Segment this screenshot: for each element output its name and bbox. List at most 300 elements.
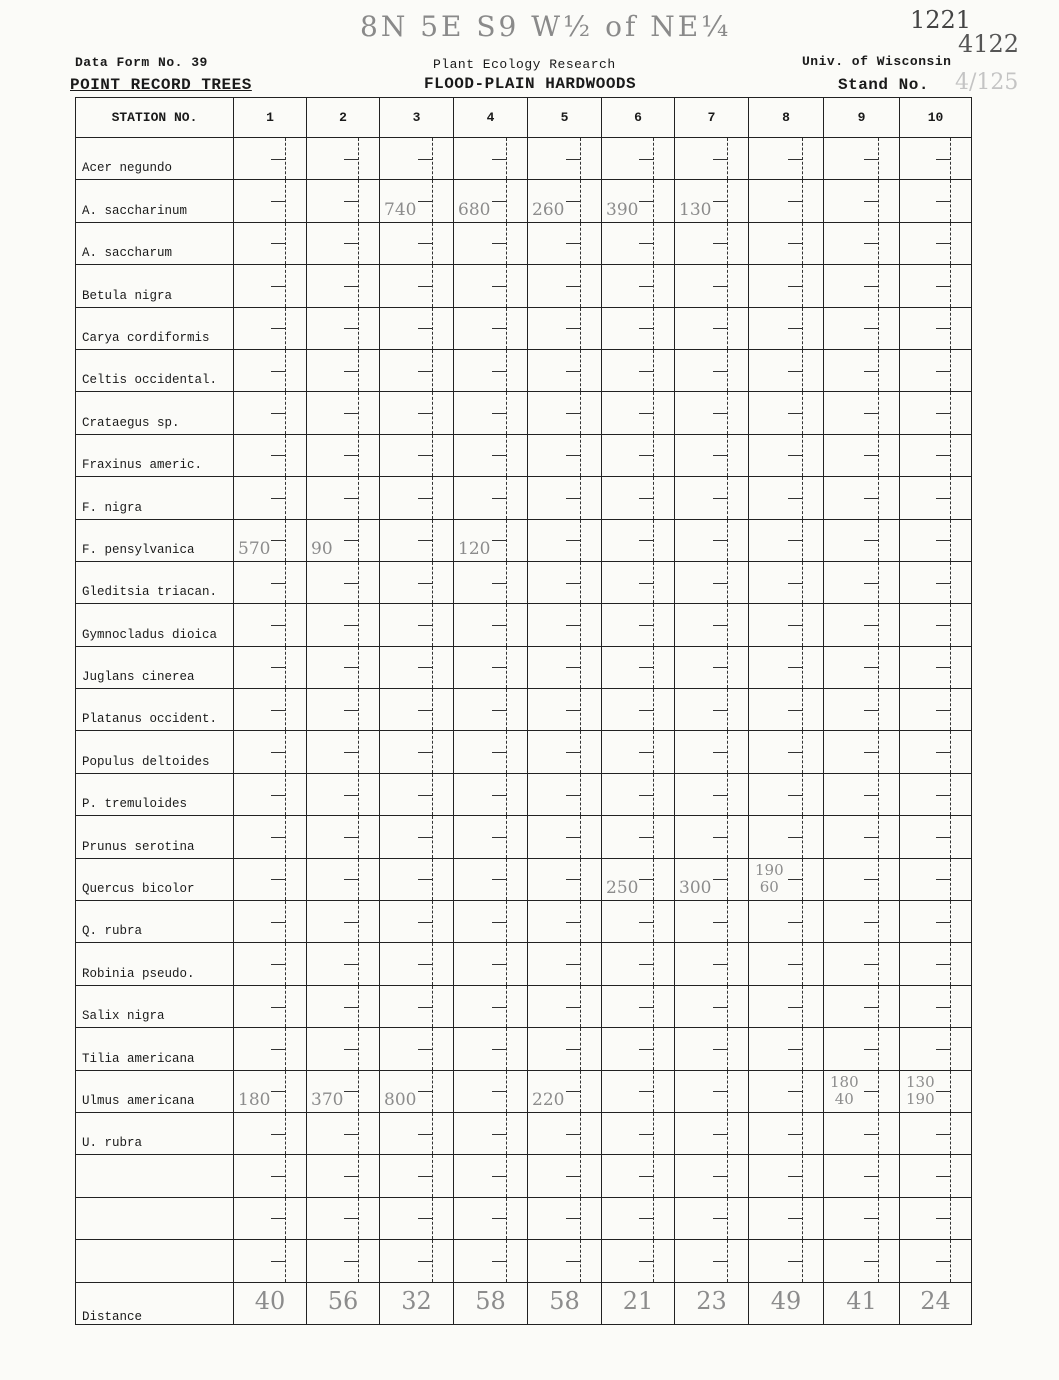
station-cell[interactable] [454,434,528,476]
station-cell[interactable] [675,392,749,434]
station-cell[interactable] [234,985,307,1027]
station-cell[interactable] [824,138,900,180]
station-cell[interactable] [749,138,824,180]
station-cell[interactable] [749,434,824,476]
station-cell[interactable] [824,349,900,391]
station-cell[interactable] [602,604,675,646]
distance-cell[interactable] [380,1282,454,1324]
station-cell[interactable] [749,773,824,815]
station-cell[interactable] [749,901,824,943]
station-cell[interactable] [528,816,602,858]
station-cell[interactable] [602,561,675,603]
station-cell[interactable] [824,180,900,222]
station-cell[interactable] [454,646,528,688]
station-cell[interactable] [307,519,380,561]
distance-cell[interactable] [749,1282,824,1324]
station-cell[interactable] [602,349,675,391]
station-cell[interactable] [234,816,307,858]
station-cell[interactable] [675,1240,749,1282]
station-cell[interactable] [307,1112,380,1154]
station-cell[interactable] [675,731,749,773]
station-cell[interactable] [454,943,528,985]
station-cell[interactable] [380,858,454,900]
station-cell[interactable] [675,943,749,985]
station-cell[interactable] [749,646,824,688]
station-cell[interactable] [528,1028,602,1070]
station-cell[interactable] [749,1197,824,1239]
station-cell[interactable] [900,1070,972,1112]
station-cell[interactable] [454,773,528,815]
station-cell[interactable] [307,858,380,900]
station-cell[interactable] [234,1112,307,1154]
cell-divider [432,223,433,264]
station-cell[interactable] [380,1240,454,1282]
station-cell[interactable] [749,731,824,773]
station-cell[interactable] [528,265,602,307]
station-cell[interactable] [454,519,528,561]
station-cell[interactable] [749,1070,824,1112]
station-cell[interactable] [380,1197,454,1239]
station-cell[interactable] [454,901,528,943]
station-cell[interactable] [528,222,602,264]
species-name: Gymnocladus dioica [76,604,234,646]
station-cell[interactable] [675,1112,749,1154]
station-cell[interactable] [602,434,675,476]
station-cell[interactable] [602,1112,675,1154]
station-cell[interactable] [675,561,749,603]
station-cell[interactable] [602,519,675,561]
station-cell[interactable] [824,731,900,773]
station-cell[interactable] [234,773,307,815]
station-cell[interactable] [234,519,307,561]
station-cell[interactable] [900,604,972,646]
station-cell[interactable] [675,1070,749,1112]
station-cell[interactable] [749,858,824,900]
station-cell[interactable] [675,689,749,731]
station-cell[interactable] [900,1028,972,1070]
station-cell[interactable] [900,138,972,180]
station-cell[interactable] [307,773,380,815]
station-cell[interactable] [602,392,675,434]
station-cell[interactable] [380,1070,454,1112]
station-cell[interactable] [749,1028,824,1070]
station-cell[interactable] [380,731,454,773]
station-cell[interactable] [602,901,675,943]
station-cell[interactable] [749,943,824,985]
station-cell[interactable] [528,307,602,349]
station-cell[interactable] [824,816,900,858]
station-cell[interactable] [307,689,380,731]
cell-dash [566,922,580,923]
station-cell[interactable] [454,307,528,349]
station-cell[interactable] [824,1240,900,1282]
station-cell[interactable] [307,561,380,603]
station-cell[interactable] [380,222,454,264]
station-cell[interactable] [380,773,454,815]
station-cell[interactable] [454,265,528,307]
station-cell[interactable] [307,138,380,180]
station-cell[interactable] [528,985,602,1027]
station-cell[interactable] [380,943,454,985]
station-cell[interactable] [454,180,528,222]
station-cell[interactable] [749,349,824,391]
station-cell[interactable] [528,604,602,646]
station-cell[interactable] [234,1155,307,1197]
station-cell[interactable] [675,1155,749,1197]
station-cell[interactable] [307,816,380,858]
station-cell[interactable] [380,180,454,222]
station-cell[interactable] [602,773,675,815]
station-cell[interactable] [528,561,602,603]
station-cell[interactable] [528,434,602,476]
station-cell[interactable] [454,604,528,646]
station-cell[interactable] [675,985,749,1027]
station-cell[interactable] [307,477,380,519]
cell-divider [506,392,507,433]
station-cell[interactable] [234,1070,307,1112]
cell-dash [713,243,727,244]
station-cell[interactable] [454,222,528,264]
station-cell[interactable] [528,858,602,900]
station-cell[interactable] [602,1155,675,1197]
station-cell[interactable] [234,222,307,264]
station-cell[interactable] [749,1112,824,1154]
distance-cell[interactable] [234,1282,307,1324]
station-cell[interactable] [749,222,824,264]
station-cell[interactable] [824,943,900,985]
station-cell[interactable] [454,349,528,391]
station-cell[interactable] [454,1155,528,1197]
station-cell[interactable] [824,1155,900,1197]
station-cell[interactable] [528,1112,602,1154]
station-cell[interactable] [307,901,380,943]
station-cell[interactable] [900,561,972,603]
station-cell[interactable] [454,477,528,519]
station-cell[interactable] [307,392,380,434]
station-cell[interactable] [602,689,675,731]
station-cell[interactable] [602,1240,675,1282]
station-cell[interactable] [824,1197,900,1239]
cell-divider [802,859,803,900]
station-cell[interactable] [307,307,380,349]
station-cell[interactable] [602,180,675,222]
station-cell[interactable] [675,1197,749,1239]
station-cell[interactable] [675,265,749,307]
cell-divider [950,180,951,221]
station-cell[interactable] [900,901,972,943]
station-cell[interactable] [234,901,307,943]
station-cell[interactable] [380,646,454,688]
station-cell[interactable] [380,985,454,1027]
station-cell[interactable] [454,858,528,900]
station-cell[interactable] [454,1070,528,1112]
station-cell[interactable] [307,646,380,688]
station-cell[interactable] [675,519,749,561]
station-cell[interactable] [900,773,972,815]
station-cell[interactable] [528,1240,602,1282]
station-cell[interactable] [675,816,749,858]
station-cell[interactable] [380,307,454,349]
station-cell[interactable] [824,477,900,519]
station-cell[interactable] [749,307,824,349]
station-cell[interactable] [234,434,307,476]
station-cell[interactable] [602,731,675,773]
station-cell[interactable] [824,985,900,1027]
station-cell[interactable] [900,392,972,434]
station-cell[interactable] [307,731,380,773]
station-cell[interactable] [602,307,675,349]
station-cell[interactable] [454,1028,528,1070]
station-cell[interactable] [824,1028,900,1070]
station-cell[interactable] [749,180,824,222]
station-cell[interactable] [749,816,824,858]
station-cell[interactable] [528,731,602,773]
station-cell[interactable] [675,1028,749,1070]
station-cell[interactable] [749,477,824,519]
station-cell[interactable] [234,349,307,391]
station-cell[interactable] [307,1155,380,1197]
station-cell[interactable] [234,1240,307,1282]
station-cell[interactable] [824,307,900,349]
station-cell[interactable] [900,1155,972,1197]
cell-divider [653,859,654,900]
station-cell[interactable] [234,138,307,180]
distance-cell[interactable] [824,1282,900,1324]
station-cell[interactable] [380,604,454,646]
station-cell[interactable] [749,604,824,646]
station-cell[interactable] [749,1155,824,1197]
station-cell[interactable] [675,604,749,646]
station-cell[interactable] [675,646,749,688]
station-cell[interactable] [454,138,528,180]
station-cell[interactable] [602,222,675,264]
distance-cell[interactable] [602,1282,675,1324]
station-cell[interactable] [900,349,972,391]
station-cell[interactable] [824,561,900,603]
station-cell[interactable] [602,477,675,519]
station-cell[interactable] [675,222,749,264]
station-cell[interactable] [380,1112,454,1154]
station-cell[interactable] [602,985,675,1027]
station-cell[interactable] [528,349,602,391]
station-cell[interactable] [234,646,307,688]
station-cell[interactable] [900,731,972,773]
station-cell[interactable] [380,561,454,603]
station-cell[interactable] [380,265,454,307]
station-cell[interactable] [307,1070,380,1112]
station-cell[interactable] [749,392,824,434]
station-cell[interactable] [454,561,528,603]
station-cell[interactable] [749,519,824,561]
station-cell[interactable] [900,1240,972,1282]
distance-cell[interactable] [307,1282,380,1324]
station-cell[interactable] [900,943,972,985]
station-cell[interactable] [900,646,972,688]
station-cell[interactable] [749,985,824,1027]
station-cell[interactable] [380,434,454,476]
table-row [76,1028,972,1070]
station-cell[interactable] [528,519,602,561]
station-cell[interactable] [528,901,602,943]
station-cell[interactable] [900,1197,972,1239]
station-cell[interactable] [602,1070,675,1112]
station-cell[interactable] [528,1155,602,1197]
station-cell[interactable] [380,901,454,943]
station-cell[interactable] [234,731,307,773]
station-cell[interactable] [675,307,749,349]
station-cell[interactable] [900,985,972,1027]
station-cell[interactable] [454,731,528,773]
station-cell[interactable] [380,519,454,561]
station-cell[interactable] [234,858,307,900]
station-cell[interactable] [454,816,528,858]
station-cell[interactable] [380,392,454,434]
station-cell[interactable] [824,265,900,307]
station-cell[interactable] [824,604,900,646]
station-cell[interactable] [528,646,602,688]
station-cell[interactable] [900,265,972,307]
distance-cell[interactable] [900,1282,972,1324]
station-cell[interactable] [602,138,675,180]
station-cell[interactable] [380,689,454,731]
station-cell[interactable] [307,180,380,222]
station-cell[interactable] [900,858,972,900]
station-cell[interactable] [602,646,675,688]
station-cell[interactable] [454,1240,528,1282]
station-cell[interactable] [528,1197,602,1239]
station-cell[interactable] [675,434,749,476]
station-cell[interactable] [824,519,900,561]
station-cell[interactable] [307,943,380,985]
station-cell[interactable] [675,138,749,180]
station-cell[interactable] [900,434,972,476]
station-cell[interactable] [602,1028,675,1070]
station-cell[interactable] [824,901,900,943]
station-cell[interactable] [528,689,602,731]
station-cell[interactable] [307,222,380,264]
distance-value: 49 [770,1286,802,1315]
station-cell[interactable] [749,561,824,603]
station-cell[interactable] [900,477,972,519]
station-cell[interactable] [824,858,900,900]
station-cell[interactable] [454,1112,528,1154]
station-cell[interactable] [307,1028,380,1070]
station-cell[interactable] [380,138,454,180]
station-cell[interactable] [234,561,307,603]
station-cell[interactable] [234,604,307,646]
station-cell[interactable] [234,307,307,349]
cell-dash [936,837,950,838]
station-cell[interactable] [380,477,454,519]
cell-divider [727,1028,728,1069]
station-cell[interactable] [675,773,749,815]
station-cell[interactable] [675,858,749,900]
station-cell[interactable] [602,265,675,307]
cell-dash [344,371,358,372]
station-cell[interactable] [528,138,602,180]
station-cell[interactable] [528,943,602,985]
station-cell[interactable] [675,349,749,391]
station-cell[interactable] [824,689,900,731]
cell-divider [358,180,359,221]
station-cell[interactable] [307,434,380,476]
station-cell[interactable] [307,349,380,391]
station-cell[interactable] [900,519,972,561]
cell-dash [639,455,653,456]
station-cell[interactable] [749,1240,824,1282]
station-cell[interactable] [528,773,602,815]
distance-cell[interactable] [528,1282,602,1324]
station-cell[interactable] [602,816,675,858]
station-cell[interactable] [749,689,824,731]
station-cell[interactable] [602,858,675,900]
station-cell[interactable] [675,180,749,222]
station-cell[interactable] [602,1197,675,1239]
station-cell[interactable] [307,1197,380,1239]
cell-divider [358,1198,359,1239]
station-cell[interactable] [234,180,307,222]
station-cell[interactable] [380,1155,454,1197]
station-cell[interactable] [675,901,749,943]
station-cell[interactable] [900,816,972,858]
station-cell[interactable] [528,1070,602,1112]
station-cell[interactable] [454,1197,528,1239]
distance-cell[interactable] [454,1282,528,1324]
station-cell[interactable] [528,392,602,434]
station-cell[interactable] [824,646,900,688]
station-cell[interactable] [824,392,900,434]
station-cell[interactable] [234,943,307,985]
cell-divider [285,562,286,603]
station-cell[interactable] [749,265,824,307]
station-cell[interactable] [900,689,972,731]
cell-divider [580,1028,581,1069]
station-cell[interactable] [824,773,900,815]
station-cell[interactable] [675,477,749,519]
station-cell[interactable] [307,265,380,307]
distance-cell[interactable] [675,1282,749,1324]
station-cell[interactable] [824,1112,900,1154]
station-cell[interactable] [824,222,900,264]
station-cell[interactable] [454,689,528,731]
station-cell[interactable] [234,477,307,519]
station-cell[interactable] [824,1070,900,1112]
station-cell[interactable] [528,477,602,519]
station-cell[interactable] [234,265,307,307]
station-cell[interactable] [307,985,380,1027]
station-cell[interactable] [900,307,972,349]
station-cell[interactable] [528,180,602,222]
station-cell[interactable] [307,604,380,646]
cell-dash [639,922,653,923]
cell-divider [802,1155,803,1196]
station-cell[interactable] [234,392,307,434]
station-cell[interactable] [824,434,900,476]
station-cell[interactable] [234,1197,307,1239]
station-cell[interactable] [602,943,675,985]
station-cell[interactable] [454,392,528,434]
station-cell[interactable] [380,1028,454,1070]
station-cell[interactable] [900,222,972,264]
station-cell[interactable] [234,689,307,731]
station-cell[interactable] [900,180,972,222]
station-cell[interactable] [380,349,454,391]
station-cell[interactable] [454,985,528,1027]
station-cell[interactable] [307,1240,380,1282]
station-cell[interactable] [900,1112,972,1154]
station-cell[interactable] [380,816,454,858]
station-cell[interactable] [234,1028,307,1070]
